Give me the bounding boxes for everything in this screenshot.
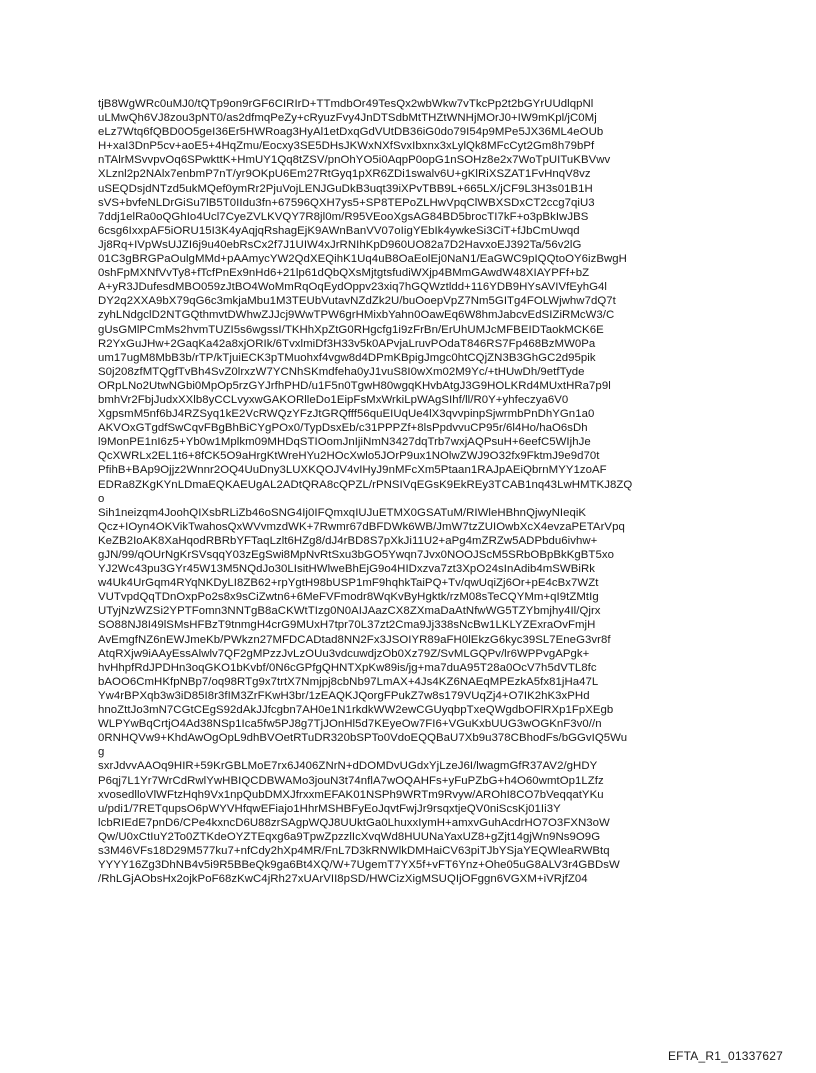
text-line: tjB8WgWRc0uMJ0/tQTp9on9rGF6CIRIrD+TTmdbOr49TesQx2wbWkw7vTkcPp2t2bGYrUUdlqpNl: [98, 98, 594, 110]
text-line: g: [98, 746, 105, 759]
text-line: PfihB+BAp9Ojjz2Wnnr2OQ4UuDny3LUXKQOJV4vIHyJ9nMFcXm5Ptaan1RAJpAEiQbrnMYY1zoAF: [98, 464, 607, 477]
text-line: 0shFpMXNfVvTy8+fTcfPnEx9nHd6+21lp61dQbQXsMjtgtsfudiWXjp4BMmGAwdW48XIAYPFf+bZ: [98, 267, 590, 280]
text-line: uSEQDsjdNTzd5ukMQef0ymRr2PjuVojLENJGuDkB3uqt39iXPvTBB9L+665LX/jCF9L3H3s01B1H: [98, 182, 593, 195]
encoded-text-block: [98, 97, 738, 886]
text-line: SO88NJ8I49lSMsHFBzT9tnmgH4crG9MUxH7tpr70L37zt2Cma9Jj338sNcBw1LKLYZExraOvFmjH: [98, 619, 596, 632]
text-line: YYYY16Zg3DhNB4v5i9R5BBeQk9ga6Bt4XQ/W+7UgemT7YX5f+vFT6Ynz+Ohe05uG8ALV3r4GBDsW: [98, 859, 620, 872]
text-line: AKVOxGTgdfSwCqvFBgBhBiCYgPOx0/TypDsxEb/c31PPPZf+8lsPpdvvuCP95r/6l4Ho/haO6sDh: [98, 422, 588, 435]
text-line: /RhLGjAObsHx2ojkPoF68zKwC4jRh27xUArVII8pSD/HWCizXigMSUQIjOFggn6VGXM+iVRjfZ04: [98, 873, 588, 886]
text-line: Qcz+IOyn4OKVikTwahosQxWVvmzdWK+7Rwmr67dBFDWk6WB/JmW7tzZUIOwbXcX4evzaPETArVpq: [98, 520, 625, 533]
text-line: UTyjNzWZSi2YPTFomn3NNTgB8aCKWtTIzg0N0AIJAazCX8ZXmaDaAtNfwWG5TZYbmjhy4Il/Qjrx: [98, 605, 601, 618]
text-line: AtqRXjw9iAAyEssAlwlv7QF2gMPzzJvLzOUu3vdcuwdjzOb0Xz79Z/SvMLGQPv/lr6WPPvgAPgk+: [98, 647, 590, 660]
text-line: QcXWRLx2EL1t6+8fCK5O9aHrgKtWreHYu2HOcXwlo5JOrP9ux1NOlwZWJ9O32fx9FktmJ9e9d70t: [98, 450, 600, 463]
text-line: sVS+bvfeNLDrGiSu7lB5T0IIdu3fn+67596QXH7ys5+SP8TEPoZLHwVpqClWBXSDxCT2ccg7qiU3: [98, 196, 595, 209]
text-line: l9MonPE1nI6z5+Yb0w1Mplkm09MHDqSTIOomJnIjiNmN3427dqTrb7wxjAQPsuH+6eefC5WIjhJe: [98, 436, 591, 449]
text-line: sxrJdvvAAOq9HIR+59KrGBLMoE7rx6J406ZNrN+dDOMDvUGdxYjLzeJ6I/lwagmGfR37AV2/gHDY: [98, 760, 598, 773]
text-line: VUTvpdQqTDnOxpPo2s8x9sCiZwtn6+6MeFVFmodr8WqKvByHgktk/rzM08sTeCQYMm+qI9tZMtIg: [98, 591, 599, 604]
text-line: Sih1neizqm4JoohQIXsbRLiZb46oSNG4Ij0IFQmxqIUJuETMX0GSATuM/RIWleHBhnQjwyNIeqiK: [98, 506, 587, 519]
text-line: o: [98, 492, 105, 505]
text-line: Jj8Rq+IVpWsUJZI6j9u40ebRsCx2f7J1UIW4xJrRNIhKpD960UO82a7D2HavxoEJ392Ta/56v2lG: [98, 238, 582, 251]
text-line: 7ddj1elRa0oQGhIo4Ucl7CyeZVLKVQY7R8jl0m/R95VEooXgsAG84BD5brocTI7kF+o3pBkIwJBS: [98, 210, 589, 223]
text-line: Yw4rBPXqb3w3iD85I8r3fIM3ZrFKwH3br/1zEAQKJQorgFPukZ7w8s179VUqZj4+O7IK2hK3xPHd: [98, 689, 590, 702]
text-line: YJ2Wc43pu3GYr45W13M5NQdJo30LIsitHWlweBhEjG9o4HIDxzva7zt3XpO24sInAdib4mSWBiRk: [98, 563, 595, 576]
text-line: um17ugM8MbB3b/rTP/kTjuiECK3pTMuohxf4vgw8d4DPmKBpigJmgc0htCQjZN3B3GhGC2d95pik: [98, 351, 596, 364]
text-line: ORpLNo2UtwNGbi0MpOp5rzGYJrfhPHD/u1F5n0TgwH80wgqKHvbAtgJ3G9HOLKRd4MUxtHRa7p9l: [98, 379, 611, 392]
text-line: S0j208zfMTQgfTvBh4SvZ0lrxzW7YCNhSKmdfeha0yJ1vuS8I0wXm02M9Yc/+tHUwDh/9etfTyde: [98, 365, 585, 378]
text-line: H+xaI3DnP5cv+aoE5+4HqZmu/Eocxy3SE5DHsJKWxNXfSvxIbxnx3xLylQk8MFcCyt2Gm8h79bPf: [98, 140, 595, 153]
text-line: DY2q2XXA9bX79qG6c3mkjaMbu1M3TEUbVutavNZdZk2U/buOoepVpZ7Nm5GITg4FOLWjwhw7dQ7t: [98, 295, 616, 308]
text-line: eLz7Wtq6fQBD0O5geI36Er5HWRoag3HyAl1etDxqGdVUtDB36iG0do79I54p9MPe5JX36ML4eOUb: [98, 126, 604, 139]
text-line: R2YxGuJHw+2GaqKa42a8xjORIk/6TvxlmiDf3H33v5k0APvjaLruvPOdaT846RS7Fp468BzMW0Pa: [98, 337, 596, 350]
text-line: hvHhpfRdJPDHn3oqGKO1bKvbf/0N6cGPfgQHNTXpKw89is/jg+ma7duA95T28a0OcV7h5dVTL8fc: [98, 661, 597, 674]
text-line: 6csg6IxxpAF5iORU15I3K4yAqjqRshagEjK9AWnBanVV07oIigYEbIk4ywkeSi3CiT+fJbCmUwqd: [98, 224, 580, 237]
text-line: uLMwQh6VJ8zou3pNT0/as2dfmqPeZy+cRyuzFvy4JnDTSdbMtTHZtWNHjMOrJ0+IW9mKpl/jC0Mj: [98, 112, 597, 125]
text-line: hnoZttJo3mN7CGtCEgS92dAkJJfcgbn7AH0e1N1rkdkWW2ewCGUyqbpTxeQWgdbOFlRXp1FpXEgb: [98, 704, 614, 717]
text-line: s3M46VFs18D29M577ku7+nfCdy2hXp4MR/FnL7D3kRNWlkDMHaiCV63piTJbYSjaYEQWleaRWBtq: [98, 844, 610, 857]
text-line: nTAlrMSvvpvOq6SPwkttK+HmUY1Qq8tZSV/pnOhYO5i0AqpP0opG1nSOHz8e2x7WoTpUITuKBVwv: [98, 154, 611, 167]
text-line: AvEmgfNZ6nEWJmeKb/PWkzn27MFDCADtad8NN2Fx3JSOIYR89aFH0lEkzG6kyc39SL7EneG3vr8f: [98, 633, 611, 646]
text-line: u/pdi1/7RETqupsO6pWYVHfqwEFiajo1HhrMSHBFyEoJqvtFwjJr9rsqxtjeQV0niScsKj01Ii3Y: [98, 802, 561, 815]
text-line: gJN/99/qOUrNgKrSVsqqY03zEgSwi8MpNvRtSxu3bGO5Ywqn7Jvx0NOOJScM5SRbOBpBkKgBT5xo: [98, 549, 614, 561]
text-line: P6qj7L1Yr7WrCdRwlYwHBIQCDBWAMo3jouN3t74nflA7wOQAHFs+yFuPZbG+h4O60wmtOp1LZfz: [98, 774, 604, 787]
text-line: bAOO6CmHKfpNBp7/oq98RTg9x7trtX7Nmjpj8cbNb97LmAX+4Js4KZ6NAEqMPEzkA5fx81jHa47L: [98, 675, 599, 688]
document-id-footer: EFTA_R1_01337627: [667, 1049, 783, 1063]
text-line: 0RNHQVw9+KhdAwOgOpL9dhBVOetRTuDR320bSPTo0VdoEQQBaU7Xb9u378CBhodFs/bGGvIQ5Wu: [98, 732, 628, 745]
text-line: A+yR3JDufesdMBO059zJtBO4WoMmRqOqEydOppv23xiq7hGQWztldd+116YDB9HYsAVIVfEyhG4l: [98, 281, 608, 294]
text-line: xvosedlloVlWFtzHqh9Vx1npQubDMXJfrxxmEFAK01NSPh9WRTm9Rvyw/AROhI8CO7bVeqqatYKu: [98, 788, 604, 801]
text-line: bmhVr2FbjJudxXXlb8yCCLvyxwGAKORlleDo1EipFsMxWrkiLpWAgSIhf/ll/R0Y+yhfeczya6V0: [98, 393, 569, 406]
text-line: EDRa8ZKgKYnLDmaEQKAEUgAL2ADtQRA8cQPZL/rPNSIVqEGsK9EkREy3TCAB1nq43LwHMTKJ8ZQ: [98, 478, 633, 491]
text-line: gUsGMlPCmMs2hvmTUZI5s6wgssI/TKHhXpZtG0RHgcfg1i9zFrBn/ErUhUMJcMFBEIDTaokMCK6E: [98, 323, 604, 336]
text-line: zyhLNdgclD2NTGQthmvtDWhwZJJcj9WwTPW6grHMixbYahn0OawEq6W8hmJabcvEdSIZiRMcW3/C: [98, 309, 615, 322]
text-line: XLznl2p2NAlx7enbmP7nT/yr9OKpU6Em27RtGyq1pXR6ZDi1swalv6U+gKlRiXSZAT1FvHnqV8vz: [98, 168, 591, 181]
text-line: 01C3gBRGPaOulgMMd+pAAmycYW2QdXEQihK1Uq4uB8OaEolEj0NaN1/EaGWC9pIQQtoOY6izBwgH: [98, 253, 627, 266]
text-line: WLPYwBqCrtjO4Ad38NSp1Ica5fw5PJ8g7TjJOnHl5d7KEyeOw7FI6+VGuKxbUUG3wOGKnF3v0//n: [98, 718, 602, 731]
text-line: lcbRIEdE7pnD6/CPe4kxncD6U88zrSAgpWQJ8UUktGa0LhuxxIymH+amxvGuhAcdrHO7O3FXN3oW: [98, 816, 610, 829]
text-line: w4Uk4UrGqm4RYqNKDyLI8ZB62+rpYgtH98bUSP1mF9hqhkTaiPQ+Tv/qwUqiZj6Or+pE4cBx7WZt: [98, 577, 599, 590]
text-line: XgpsmM5nf6bJ4RZSyq1kE2VcRWQzYFzJtGRQfff56quEIUqUe4lX3qvvpinpSjwrmbPnDhYGn1a0: [98, 408, 595, 421]
text-line: Qw/U0xCtIuY2To0ZTKdeOYZTEqxg6a9TpwZpzzlIcXvqWd8HUUNaYaxUZ8+gZjt14gjWn9Ns9O9G: [98, 830, 601, 843]
text-line: KeZB2IoAK8XaHqodRBRbYFTaqLzlt6HZg8/dJ4rBD8S7pXkJi11U2+aPg4mZRZw5ADPbdu6ivhw+: [98, 534, 598, 547]
